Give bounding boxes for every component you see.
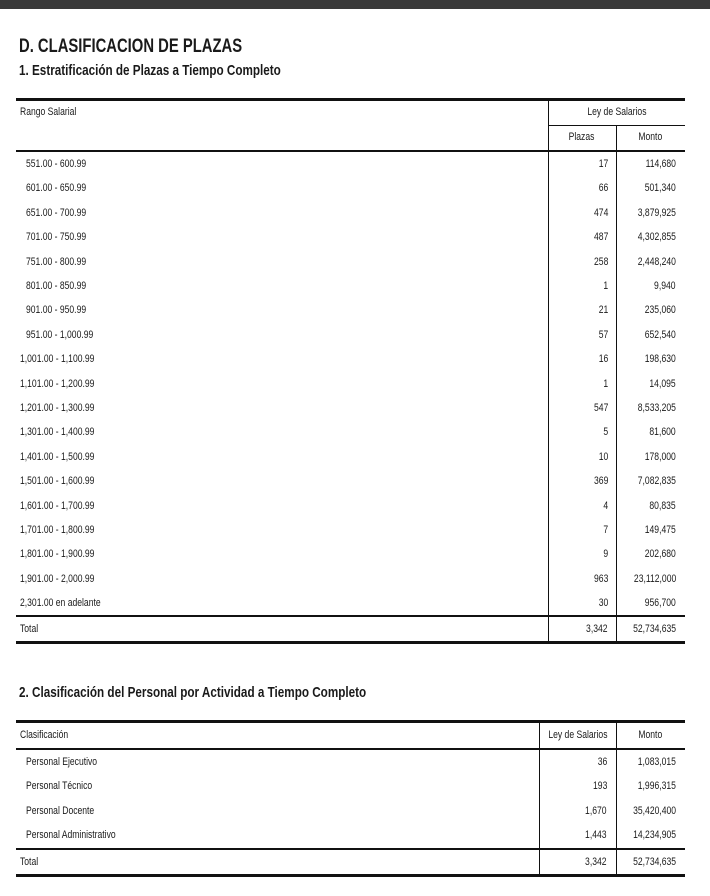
total-label: Total (20, 623, 39, 635)
clasificacion-cell: Personal Docente (26, 804, 95, 817)
rango-cell: 1,701.00 - 1,800.99 (20, 524, 95, 536)
rango-cell: 951.00 - 1,000.99 (26, 328, 94, 341)
monto-cell: 202,680 (644, 548, 676, 561)
table-bottom-rule (16, 641, 685, 644)
col-header-ley-salarios: Ley de Salarios (547, 729, 608, 741)
monto-cell: 14,095 (649, 377, 676, 390)
total-ley: 3,342 (585, 856, 607, 868)
rango-cell: 1,501.00 - 1,600.99 (20, 475, 95, 488)
monto-cell: 178,000 (644, 450, 676, 463)
total-monto: 52,734,635 (633, 856, 676, 868)
col-header-monto: Monto (638, 131, 663, 143)
rango-cell: 1,101.00 - 1,200.99 (20, 377, 95, 390)
plazas-cell: 66 (598, 182, 608, 195)
plazas-cell: 1 (603, 280, 608, 292)
rango-cell: 751.00 - 800.99 (26, 255, 87, 268)
monto-cell: 4,302,855 (637, 231, 676, 244)
monto-cell: 9,940 (654, 280, 676, 292)
monto-cell: 652,540 (644, 328, 676, 341)
clasificacion-cell: Personal Técnico (26, 780, 93, 793)
rango-cell: 651.00 - 700.99 (26, 206, 87, 219)
table2-title: 2. Clasificación del Personal por Actividad a Tiempo Completo (19, 684, 367, 701)
monto-cell: 3,879,925 (637, 206, 676, 219)
monto-cell: 14,234,905 (633, 828, 676, 841)
total-label: Total (20, 856, 39, 868)
plazas-cell: 30 (598, 597, 608, 610)
top-bar (0, 0, 710, 9)
plazas-cell: 7 (603, 524, 608, 536)
monto-cell: 1,996,315 (637, 780, 676, 793)
monto-cell: 80,835 (649, 499, 676, 512)
monto-cell: 956,700 (644, 597, 676, 610)
plazas-cell: 547 (593, 402, 608, 414)
rango-cell: 801.00 - 850.99 (26, 280, 87, 292)
monto-cell: 501,340 (644, 182, 676, 195)
activity-table (16, 720, 685, 877)
plazas-cell: 16 (598, 353, 608, 366)
ley-cell: 1,443 (585, 828, 607, 841)
monto-cell: 8,533,205 (637, 402, 676, 414)
monto-cell: 2,448,240 (637, 255, 676, 268)
ley-cell: 36 (597, 756, 607, 768)
col-header-monto: Monto (638, 729, 663, 741)
plazas-cell: 963 (593, 572, 608, 585)
rango-cell: 1,601.00 - 1,700.99 (20, 499, 95, 512)
rango-cell: 2,301.00 en adelante (20, 597, 101, 610)
plazas-cell: 487 (593, 231, 608, 244)
rango-cell: 901.00 - 950.99 (26, 304, 87, 317)
plazas-cell: 369 (593, 475, 608, 488)
section-title: D. CLASIFICACION DE PLAZAS (19, 36, 243, 57)
col-header-rango: Rango Salarial (20, 106, 77, 118)
col-header-plazas: Plazas (569, 131, 595, 143)
ley-cell: 193 (592, 780, 607, 793)
plazas-cell: 21 (598, 304, 608, 317)
rango-cell: 1,301.00 - 1,400.99 (20, 426, 95, 439)
plazas-cell: 4 (603, 499, 608, 512)
plazas-cell: 17 (598, 158, 608, 170)
rango-cell: 601.00 - 650.99 (26, 182, 87, 195)
plazas-cell: 1 (603, 377, 608, 390)
rango-cell: 1,801.00 - 1,900.99 (20, 548, 95, 561)
plazas-cell: 5 (603, 426, 608, 439)
plazas-cell: 9 (603, 548, 608, 561)
monto-cell: 1,083,015 (637, 756, 676, 768)
monto-cell: 81,600 (649, 426, 676, 439)
rango-cell: 1,201.00 - 1,300.99 (20, 402, 95, 414)
total-monto: 52,734,635 (633, 623, 676, 635)
rango-cell: 701.00 - 750.99 (26, 231, 87, 244)
table1-title: 1. Estratificación de Plazas a Tiempo Completo (19, 62, 281, 79)
monto-cell: 7,082,835 (637, 475, 676, 488)
plazas-cell: 258 (593, 255, 608, 268)
monto-cell: 235,060 (644, 304, 676, 317)
rango-cell: 551.00 - 600.99 (26, 158, 87, 170)
monto-cell: 149,475 (644, 524, 676, 536)
col-header-ley-salarios: Ley de Salarios (586, 106, 647, 118)
rango-cell: 1,901.00 - 2,000.99 (20, 572, 95, 585)
plazas-cell: 474 (593, 206, 608, 219)
monto-cell: 198,630 (644, 353, 676, 366)
clasificacion-cell: Personal Administrativo (26, 828, 116, 841)
col-header-clasificacion: Clasificación (20, 729, 69, 741)
total-plazas: 3,342 (586, 623, 608, 635)
plazas-cell: 57 (598, 328, 608, 341)
monto-cell: 35,420,400 (633, 804, 676, 817)
clasificacion-cell: Personal Ejecutivo (26, 756, 98, 768)
plazas-cell: 10 (598, 450, 608, 463)
table-bottom-rule (16, 874, 685, 877)
monto-cell: 23,112,000 (633, 572, 676, 585)
monto-cell: 114,680 (645, 158, 676, 170)
salary-range-table (16, 98, 685, 644)
rango-cell: 1,001.00 - 1,100.99 (20, 353, 95, 366)
rango-cell: 1,401.00 - 1,500.99 (20, 450, 95, 463)
ley-cell: 1,670 (585, 804, 607, 817)
